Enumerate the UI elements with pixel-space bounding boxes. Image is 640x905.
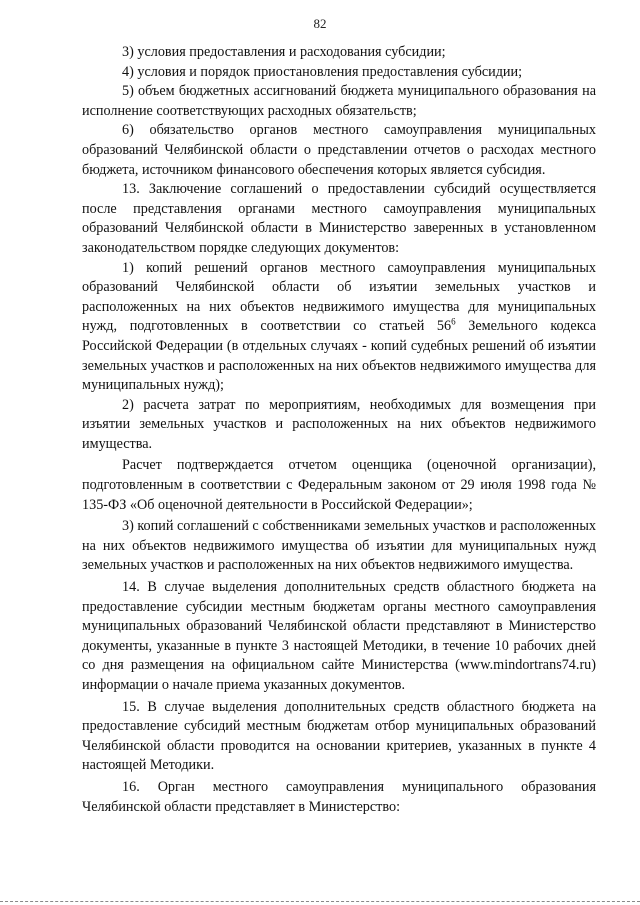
page-number: 82 [313,16,327,31]
paragraph-16: 16. Орган местного самоуправления муниципального образования Челябинской области представляет в Министерство: [82,778,596,815]
paragraph-15: 15. В случае выделения дополнительных средств областного бюджета на предоставление субсидий местным бюджетам отбор муниципальных образований Челябинской области проводится на основании критериев, указанных в пункте 4 настоящей Методики. [82,698,596,774]
paragraph-13-item-3: 3) копий соглашений с собственниками земельных участков и расположенных на них объектов недвижимого имущества об изъятии для муниципальных нужд земельных участков и расположенных на них объектов недвижимого имущества. [82,518,596,574]
paragraph-13: 13. Заключение соглашений о предоставлении субсидий осуществляется после представления органами местного самоуправления муниципальных образований Челябинской области в Министерство заверенных в установленном законодательством порядке следующих документов: [82,181,596,256]
paragraph-13-item-2: 2) расчета затрат по мероприятиям, необходимых для возмещения при изъятии земельных участков и расположенных на них объектов недвижимого имущества. [82,396,596,452]
article-superscript: 6 [451,316,456,327]
calculation-note: Расчет подтверждается отчетом оценщика (оценочной организации), подготовленным в соответствии с Федеральным законом от 29 июля 1998 года № 135-ФЗ «Об оценочной деятельности в Российской Федерации»; [82,457,596,513]
paragraph-13-item-1 [82,259,596,396]
page-bottom-rule [0,901,640,902]
paragraph-item-5: 5) объем бюджетных ассигнований бюджета муниципального образования на исполнение соответствующих расходных обязательств; [82,83,596,119]
paragraph-item-3: 3) условия предоставления и расходования субсидии; [122,44,446,60]
document-body [82,43,596,817]
paragraph-13-item-1-text-cont: Земельного кодекса Российской Федерации (в отдельных случаях - копий судебных решений об изъятии земельных участков и расположенных на них объектов недвижимого имущества для муниципальных нужд); [82,318,596,394]
paragraph-item-4: 4) условия и порядок приостановления предоставления субсидии; [122,63,523,80]
paragraph-13-item-1-text: 1) копий решений органов местного самоуправления муниципальных образований Челябинской области об изъятии земельных участков и расположенных на них объектов недвижимого имущества для муниципальных нужд, подготовленных в соответствии со статьей 56 [82,259,596,335]
paragraph-14: 14. В случае выделения дополнительных средств областного бюджета на предоставление субсидии местным бюджетам органы местного самоуправления муниципальных образований Челябинской области представляют в Министерство документы, указанные в пункте 3 настоящей Методики, в течение 10 рабочих дней со дня размещения на официальном сайте Министерства (www.mindortrans74.ru) информации о начале приема указанных документов. [82,579,596,693]
paragraph-item-6: 6) обязательство органов местного самоуправления муниципальных образований Челябинской области о представлении отчетов о расходах местного бюджета, источником финансового обеспечения которых является субсидия. [82,122,596,178]
